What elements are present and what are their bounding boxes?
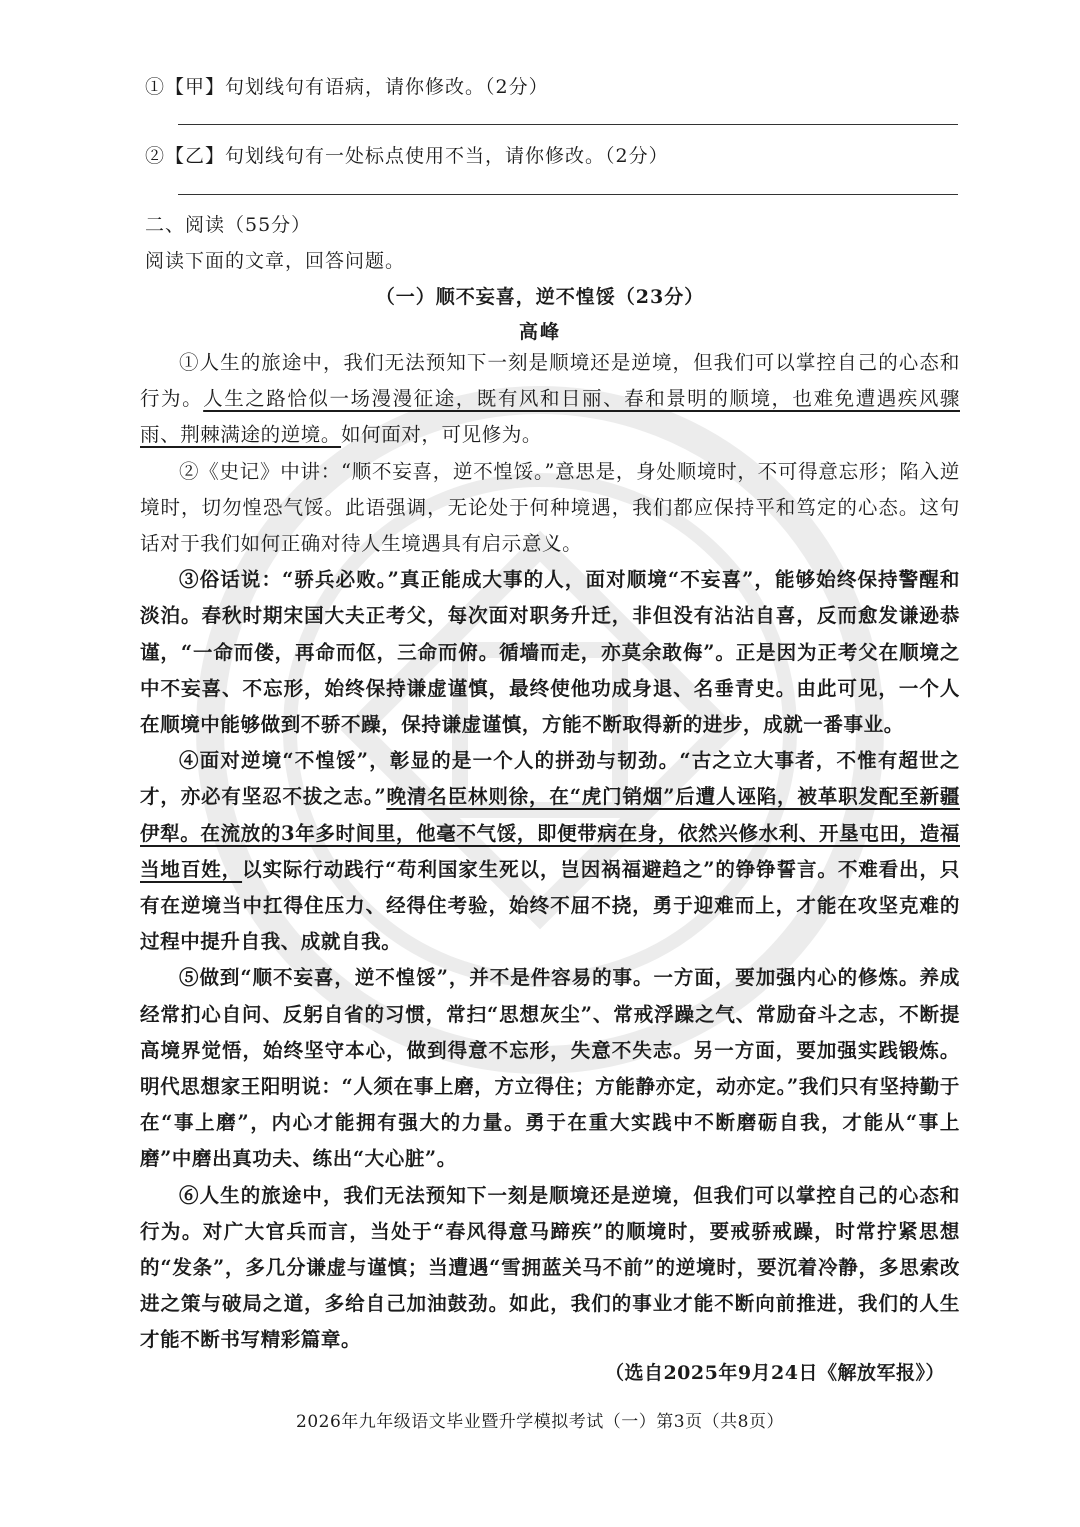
answer-line-2[interactable] [178, 194, 958, 195]
section-instruction: 阅读下面的文章，回答问题。 [145, 250, 406, 272]
paragraph-3: ③俗话说：“骄兵必败。”真正能成大事的人，面对顺境“不妄喜”，能够始终保持警醒和淡泊。春秋时期宋国大夫正考父，每次面对职务升迁，非但没有沾沾自喜，反而愈发谦逊恭谨，“一命而偻，再命而伛，三命而俯。循墙而走，亦莫余敢侮”。正是因为正考父在顺境之中不妄喜、不忘形，始终保持谦虚谨慎，最终使他功成身退、名垂青史。由此可见，一个人在顺境中能够做到不骄不躁，保持谦虚谨慎，方能不断取得新的进步，成就一番事业。 [140, 568, 960, 737]
paragraph-4: ④面对逆境“不惶馁”，彰显的是一个人的拼劲与韧劲。“古之立大事者，不惟有超世之才，亦必有坚忍不拔之志。”晚清名臣林则徐，在“虎门销烟”后遭人诬陷，被革职发配至新疆伊犁。在流放的3年多时间里，他毫不气馁，即便带病在身，依然兴修水利、开垦屯田，造福当地百姓，以实际行动践行“苟利国家生死以，岂因祸福避趋之”的铮铮誓言。不难看出，只有在逆境当中扛得住压力、经得住考验，始终不屈不挠，勇于迎难而上，才能在攻坚克难的过程中提升自我、成就自我。 [140, 749, 960, 954]
question-2: ②【乙】句划线句有一处标点使用不当，请你修改。（2分） [145, 145, 669, 167]
reading-title: （一）顺不妄喜，逆不惶馁（23分） [375, 286, 705, 308]
question-1: ①【甲】句划线句有语病，请你修改。（2分） [145, 76, 549, 98]
article-author: 高峰 [518, 321, 561, 343]
paragraph-1: ①人生的旅途中，我们无法预知下一刻是顺境还是逆境，但我们可以掌控自己的心态和行为。人生之路恰似一场漫漫征途，既有风和日丽、春和景明的顺境，也难免遭遇疾风骤雨、荆棘满途的逆境。如何面对，可见修为。 [140, 351, 960, 447]
article-source: （选自2025年9月24日《解放军报》） [604, 1362, 945, 1384]
article-body [140, 345, 960, 1359]
paragraph-5: ⑤做到“顺不妄喜，逆不惶馁”，并不是件容易的事。一方面，要加强内心的修炼。养成经常扪心自问、反躬自省的习惯，常扫“思想灰尘”、常戒浮躁之气、常励奋斗之志，不断提高境界觉悟，始终坚守本心，做到得意不忘形，失意不失志。另一方面，要加强实践锻炼。明代思想家王阳明说：“人须在事上磨，方立得住；方能静亦定，动亦定。”我们只有坚持勤于在“事上磨”，内心才能拥有强大的力量。勇于在重大实践中不断磨砺自我，才能从“事上磨”中磨出真功夫、练出“大心脏”。 [140, 966, 960, 1171]
underlined-sentence-2: 晚清名臣林则徐，在“虎门销烟”后遭人诬陷，被革职发配至新疆伊犁。在流放的3年多时间里，他毫不气馁，即便带病在身，依然兴修水利、开垦屯田，造福当地百姓， [140, 785, 960, 881]
paragraph-2: ②《史记》中讲：“顺不妄喜，逆不惶馁。”意思是，身处顺境时，不可得意忘形；陷入逆境时，切勿惶恐气馁。此语强调，无论处于何种境遇，我们都应保持平和笃定的心态。这句话对于我们如何正确对待人生境遇具有启示意义。 [140, 459, 960, 556]
page-footer: 2026年九年级语文毕业暨升学模拟考试（一）第3页（共8页） [296, 1412, 784, 1432]
section-title: 二、阅读（55分） [145, 214, 312, 236]
paragraph-6: ⑥人生的旅途中，我们无法预知下一刻是顺境还是逆境，但我们可以掌控自己的心态和行为。对广大官兵而言，当处于“春风得意马蹄疾”的顺境时，要戒骄戒躁，时常拧紧思想的“发条”，多几分谦虚与谨慎；当遭遇“雪拥蓝关马不前”的逆境时，要沉着冷静，多思索改进之策与破局之道，多给自己加油鼓劲。如此，我们的事业才能不断向前推进，我们的人生才能不断书写精彩篇章。 [140, 1183, 960, 1352]
underlined-sentence-1: 人生之路恰似一场漫漫征途，既有风和日丽、春和景明的顺境，也难免遭遇疾风骤雨、荆棘满途的逆境。 [140, 387, 960, 447]
answer-line-1[interactable] [178, 124, 958, 125]
